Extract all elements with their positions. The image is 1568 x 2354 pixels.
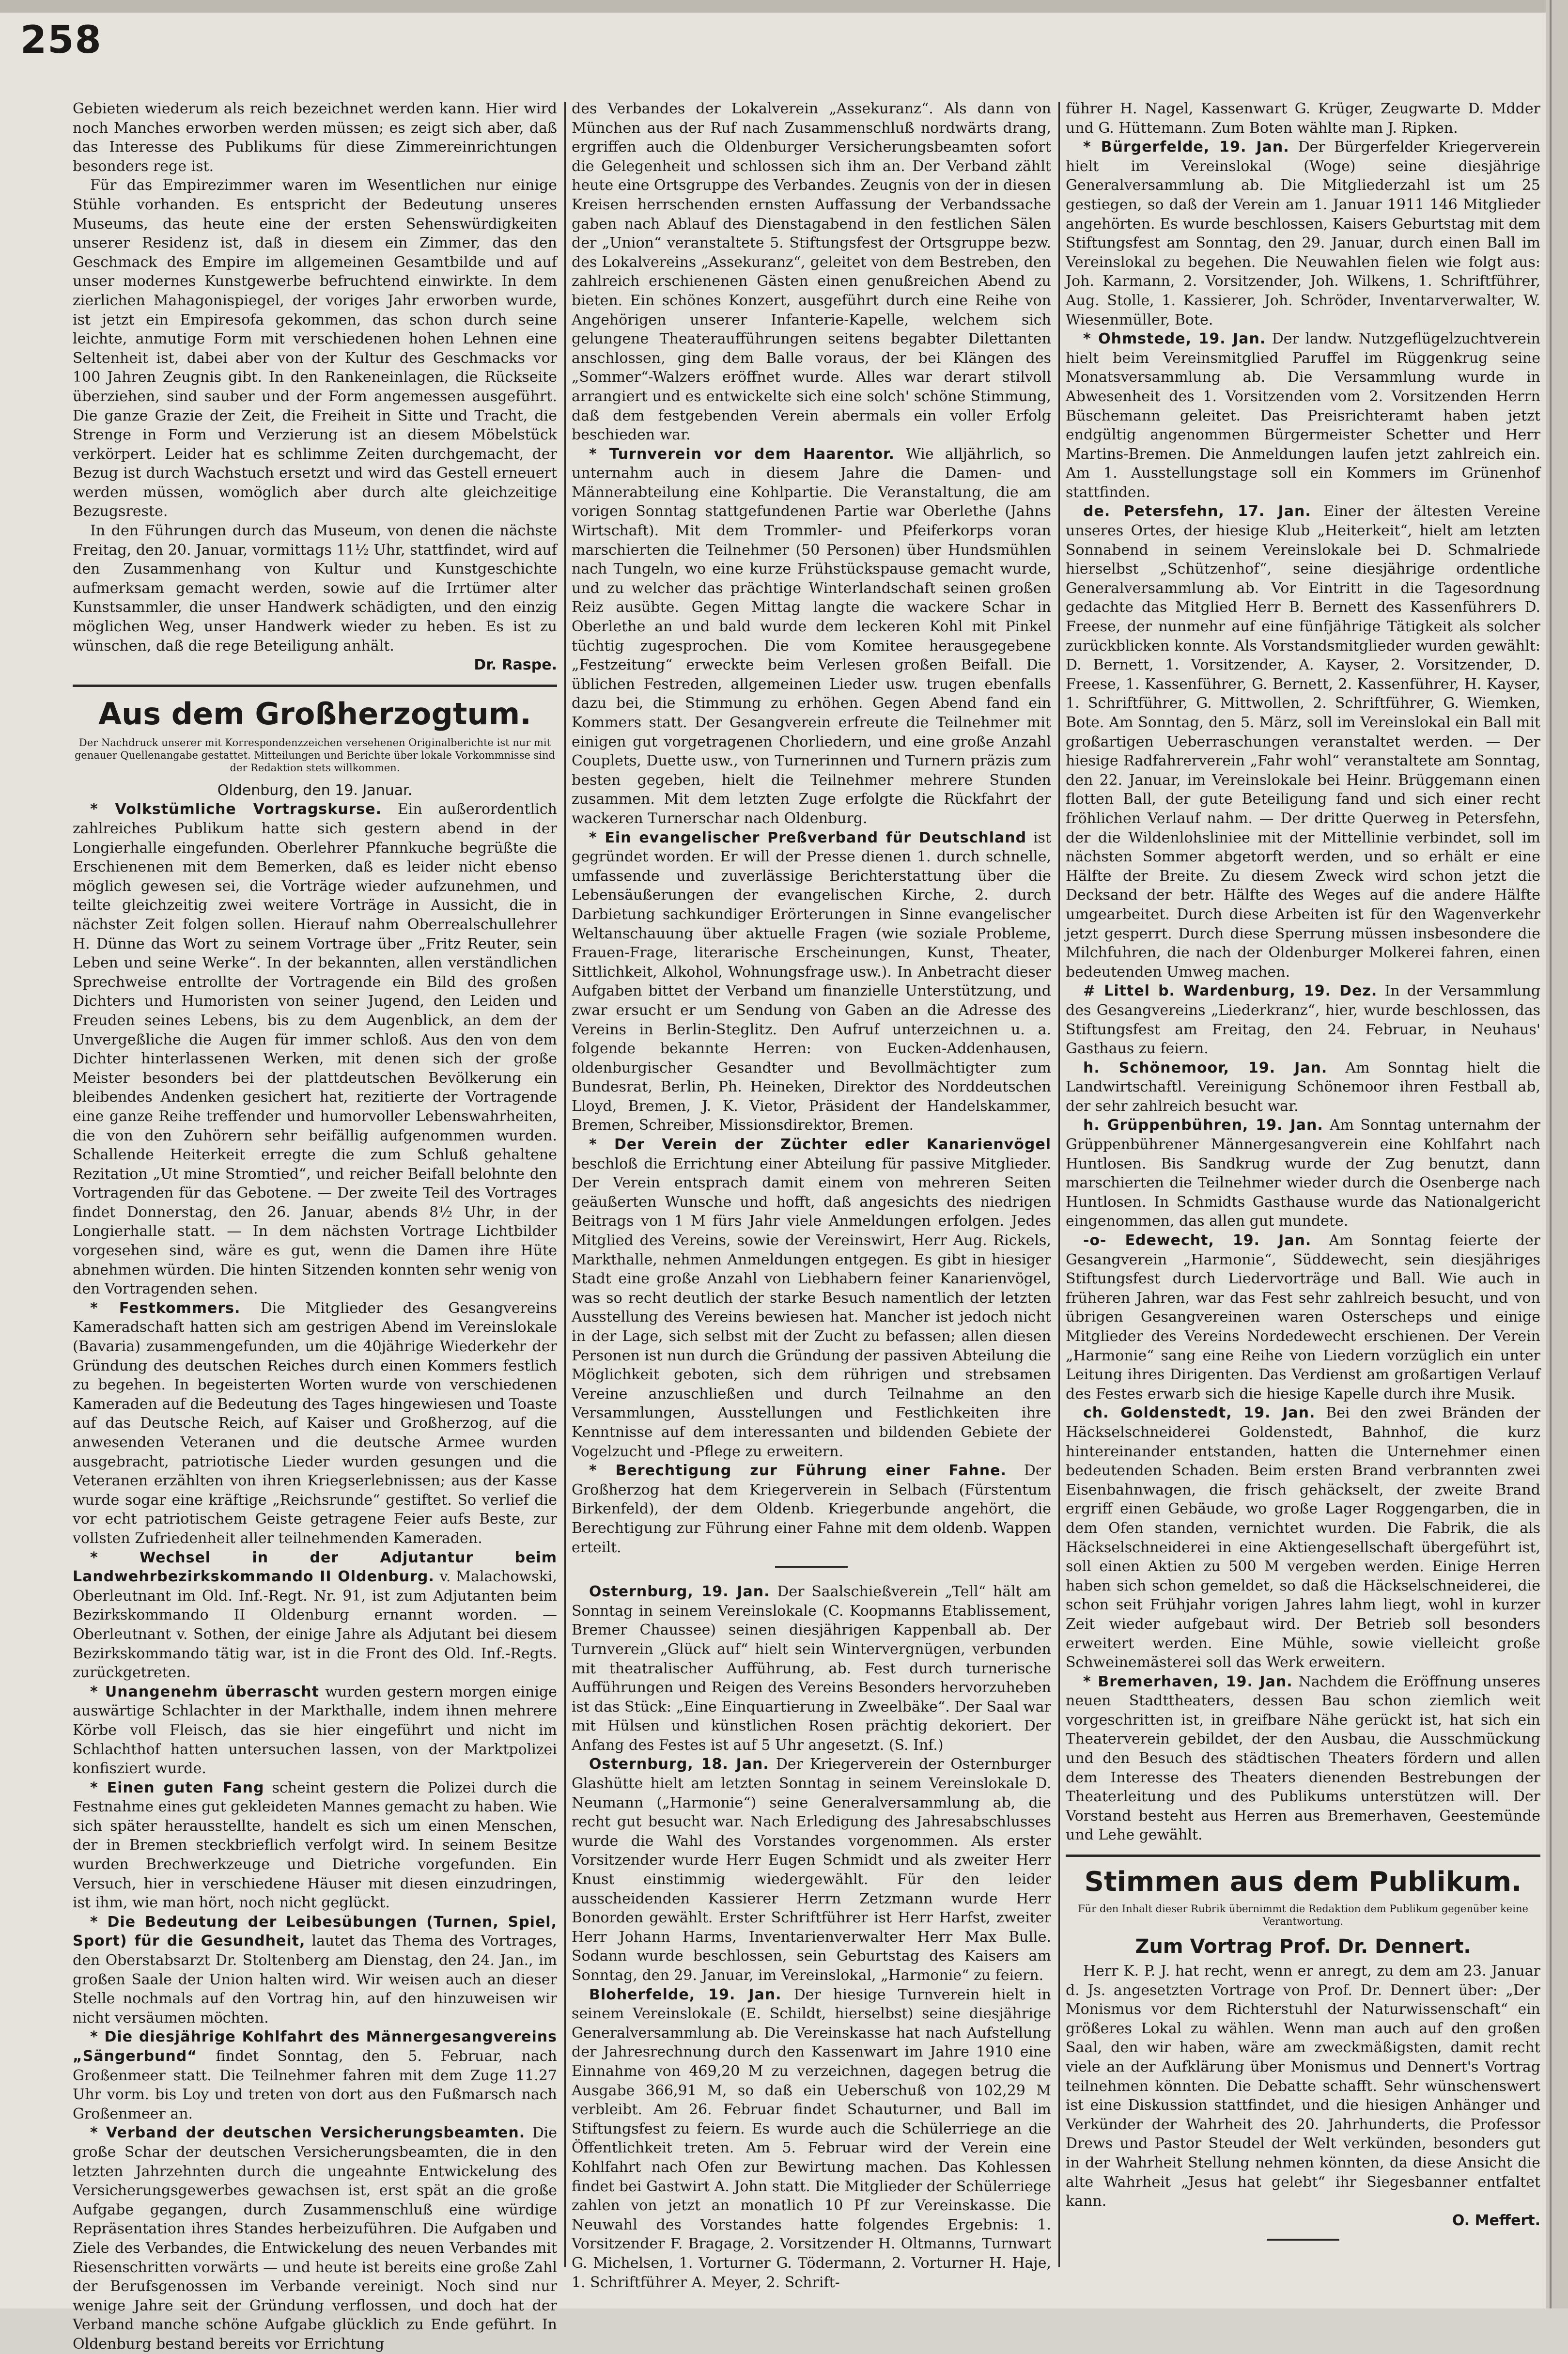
column-rule-2 [1058, 102, 1060, 2267]
news-item-text: In der Versammlung des Gesangvereins „Liederkranz“, hier, wurde beschlossen, das Stiftungsfest am Freitag, den 24. Februar, in Neuhaus' Gasthaus zu feiern. [1066, 982, 1541, 1058]
news-item [73, 800, 557, 1298]
news-item [1066, 502, 1540, 982]
news-item-text: Der Saalschießverein „Tell“ hält am Sonntag in seinem Vereinslokale (C. Koopmanns Etablissement, Bremer Chaussee) seinen diesjährigen Kappenball ab. Der Turnverein „Glück auf“ hielt sein Wintervergnügen, verbunden mit theatralischer Aufführung, ab. Fest durch turnerische Aufführungen und Reigen des Vereins Besonders hervorzuheben ist das Stück: „Eine Einquartierung in Zweelbäke“. Der Saal war mit Hülsen und künstlichen Rosen prächtig dekoriert. Der Anfang des Festes ist auf 5 Uhr angesetzt. (S. Inf.) [572, 1583, 1052, 1754]
article-paragraph: Für das Empirezimmer waren im Wesentlichen nur einige Stühle vorhanden. Es entspricht der Bedeutung unseres Museums, das heute eine der ersten Sehenswürdigkeiten unserer Residenz ist, daß in diesem ein Zimmer, das den Geschmack des Empire im allgemeinen Gesamtbilde und auf unser modernes Kunstgewerbe befruchtend einwirkte. In dem zierlichen Mahagonispiegel, der voriges Jahr erworben wurde, ist jetzt ein Empiresofa gekommen, das schon durch seine leichte, anmutige Form mit verschiedenen hohen Lehnen eine Seltenheit ist, dabei aber von der Kultur des Geschmacks vor 100 Jahren Zeugnis gibt. In den Rankeneinlagen, die Rückseite überziehen, sind sauber und der Form angemessen ausgeführt. Die ganze Grazie der Zeit, die Freiheit in Sitte und Tracht, die Strenge in Form und Verzierung ist an diesem Möbelstück verkörpert. Leider hat es schlimme Zeiten durchgemacht, der Bezug ist durch Wachstuch ersetzt und wird das Gestell erneuert werden müssen, womöglich aber durch alte gleichzeitige Bezugsreste. [73, 177, 557, 520]
page-number: 258 [20, 18, 102, 62]
news-item-lead: * Ohmstede, 19. Jan. [1083, 330, 1266, 348]
news-item [572, 1582, 1051, 1755]
news-item-lead: * Der Verein der Züchter edler Kanarienvögel [589, 1136, 1051, 1154]
news-item-lead: * Die diesjährige Kohlfahrt des Männergesangvereins „Sängerbund“ [73, 2028, 557, 2065]
news-item-text: Einer der ältesten Vereine unseres Ortes, der hiesige Klub „Heiterkeit“, hielt am letzten Sonnabend in seinem Vereinslokale bei D. Schmalriede hierselbst „Schützenhof“, seine diesjährige ordentliche Generalversammlung ab. Vor Eintritt in die Tagesordnung gedachte das Mitglied Herr B. Bernett des Kassenführers D. Freese, der nunmehr auf eine fünfjährige Tätigkeit als solcher zurückblicken konnte. Als Vorstandsmitglieder wurden gewählt: D. Bernett, 1. Vorsitzender, A. Kayser, 2. Vorsitzender, D. Freese, 1. Kassenführer, G. Bernett, 2. Kassenführer, H. Kayser, 1. Schriftführer, G. Mittwollen, 2. Schriftführer, G. Wiemken, Bote. Am Sonntag, den 5. März, soll im Vereinslokal ein Ball mit großartigen Ueberraschungen veranstaltet werden. — Der hiesige Radfahrerverein „Fahr wohl“ veranstaltete am Sonntag, den 22. Januar, im Vereinslokale bei Heinr. Brüggemann einen flotten Ball, der gute Beteiligung fand und sich einer recht fröhlichen Verlauf nahm. — Der dritte Querweg in Petersfehn, der die Wildenlohsliniee mit der Mittellinie verbindet, soll im nächsten Sommer abgetorft werden, und so erhält er eine Hälfte der Breite. Zu diesem Zweck wird schon jetzt die Decksand der betr. Hälfte des Weges auf die andere Hälfte umgearbeitet. Durch diese Arbeiten ist für den Wagenverkehr jetzt gesperrt. Durch diese Sperrung müssen insbesondere die Milchfuhren, die nach der Oldenburger Molkerei fahren, einen bedeutenden Umweg machen. [1066, 503, 1540, 981]
news-item [572, 1985, 1051, 2292]
news-item-text: Der Kriegerverein der Osternburger Glashütte hielt am letzten Sonntag in seinem Vereinslokale D. Neumann („Harmonie“) seine Generalversammlung ab, die recht gut besucht war. Nach Erledigung des Jahresabschlusses wurde die Wahl des Vorstandes vorgenommen. Als erster Vorsitzender wurde Herr Eugen Schmidt und als zweiter Herr Knust einstimmig wiedergewählt. Für den leider ausscheidenden Kassierer Herrn Zetzmann wurde Herr Bonorden gewählt. Erster Schriftführer ist Herr Harfst, zweiter Herr Johann Harms, Inventarienverwalter Herr Max Bulle. Sodann wurde beschlossen, sein Geburtstag des Kaisers am Sonntag, den 29. Januar, im Vereinslokal, „Harmonie“ zu feiern. [572, 1756, 1051, 1984]
section-note: Für den Inhalt dieser Rubrik übernimmt die Redaktion dem Publikum gegenüber keine Verantwortung. [1078, 1903, 1528, 1928]
news-item [1066, 138, 1540, 329]
article-paragraph: Gebieten wiederum als reich bezeichnet werden kann. Hier wird noch Manches erworben werden müssen; es zeigt sich aber, daß das Interesse des Publikums für diese Zimmereinrichtungen besonders rege ist. [73, 100, 557, 175]
section-divider [775, 1566, 848, 1568]
column-3 [1066, 99, 1540, 2265]
article-paragraph: In den Führungen durch das Museum, von denen die nächste Freitag, den 20. Januar, vormittags 11½ Uhr, stattfindet, wird auf den Zusammenhang von Kultur und Kunstgeschichte aufmerksam gemacht werden, sowie auf die Irrtümer alter Kunstsammler, die unser Handwerk schädigten, und den einzig möglichen Weg, unser Handwerk wieder zu heben. Es ist zu wünschen, daß die rege Beteiligung anhält. [73, 522, 557, 655]
news-item-text: Wie alljährlich, so unternahm auch in diesem Jahre die Damen- und Männerabteilung eine Kohlpartie. Die Veranstaltung, die am vorigen Sonntag stattgefundenen Partie war Oberlethe (Jahns Wirtschaft). Mit dem Trommler- und Pfeiferkorps voran marschierten die Teilnehmer (50 Personen) über Hundsmühlen nach Tungeln, wo eine kurze Frühstückspause gemacht wurde, und zu welcher das prächtige Winterlandschaft seinen großen Reiz ausübte. Gegen Mittag langte die wackere Schar in Oberlethe an und bald wurde dem leckeren Kohl mit Pinkel tüchtig zugesprochen. Die vom Komitee herausgegebene „Festzeitung“ erweckte beim Verlesen großen Beifall. Die üblichen Festreden, allgemeinen Lieder usw. trugen ebenfalls dazu bei, die Stimmung zu erhöhen. Gegen Abend fand ein Kommers statt. Der Gesangverein erfreute die Teilnehmer mit einigen gut vorgetragenen Chorliedern, und eine große Anzahl Couplets, Duette usw., von Turnerinnen und Turnern präzis zum besten gegeben, hielt die Teilnehmer mehrere Stunden zusammen. Mit dem letzten Zuge erfolgte die Rückfahrt der wackeren Turnerschar nach Oldenburg. [572, 445, 1051, 827]
news-item-text: scheint gestern die Polizei durch die Festnahme eines gut gekleideten Mannes gemacht zu haben. Wie sich später herausstellte, handelt es sich um einen Menschen, der in Bremen steckbrieflich verfolgt wird. In seinem Besitze wurden Brechwerkzeuge und Dietriche vorgefunden. Ein Versuch, hier in verschiedene Häuser mit diesen einzudringen, ist ihm, wie man hört, noch nicht geglückt. [73, 1779, 557, 1912]
news-item-text: Der landw. Nutzgeflügelzuchtverein hielt beim Vereinsmitglied Paruffel im Rüggenkrug seine Monatsversammlung ab. Die Versammlung wurde in Abwesenheit des 1. Vorsitzenden vom 2. Vorsitzenden Herrn Büschemann geleitet. Das Preisrichteramt haben jetzt endgültig angenommen Bürgermeister Schetter und Herr Martins-Bremen. Die Anmeldungen laufen jetzt zahlreich ein. Am 1. Ausstellungstage soll ein Kommers im Grünenhof stattfinden. [1066, 330, 1540, 501]
news-item-text: Am Sonntag feierte der Gesangverein „Harmonie“, Süddewecht, sein diesjähriges Stiftungsfest durch Liedervorträge und Ball. Wie auch in früheren Jahren, war das Fest sehr zahlreich besucht, und von übrigen Gesangvereinen waren Osterscheps und einige Mitglieder des Vereins Nordedewecht erschienen. Der Verein „Harmonie“ sang eine Reihe von Liedern vorzüglich ein unter Leitung ihres Dirigenten. Das Verdienst am großartigen Verlauf des Festes erwarb sich die hiesige Kapelle durch ihre Musik. [1066, 1232, 1540, 1403]
news-item-lead: Osternburg, 19. Jan. [589, 1583, 770, 1601]
news-item [572, 1135, 1051, 1461]
news-item-lead: ch. Goldenstedt, 19. Jan. [1083, 1404, 1316, 1422]
news-item-text: wurden gestern morgen einige auswärtige Schlachter in der Markthalle, indem ihnen mehrere Körbe voll Fleisch, das sie hier eingeführt und nicht im Schlachthof hatten untersuchen lassen, von der Marktpolizei konfisziert wurde. [73, 1683, 557, 1777]
news-item [73, 1683, 557, 1778]
news-item-text: ist gegründet worden. Er will der Presse dienen 1. durch schnelle, umfassende und zuverlässige Berichterstattung über die Lebensäußerungen der evangelischen Kirche, 2. durch Darbietung sachkundiger Erörterungen in Sinne evangelischer Weltanschauung über aktuelle Fragen (wie soziale Probleme, Frauen-Frage, literarische Erscheinungen, Kunst, Theater, Sittlichkeit, Alkohol, Wohnungsfrage usw.). In Anbetracht dieser Aufgaben bittet der Verband um finanzielle Unterstützung, und zwar ersucht er um Sendung von Gaben an die Adresse des Vereins in Berlin-Steglitz. Den Aufruf unterzeichnen u. a. folgende bekannte Herren: von Eucken-Addenhausen, oldenburgischer Gesandter und Bevollmächtigter zum Bundesrat, Berlin, Ph. Heineken, Direktor des Norddeutschen Lloyd, Bremen, J. K. Vietor, Präsident der Handelskammer, Bremen, Schreiber, Missionsdirektor, Bremen. [572, 829, 1051, 1134]
article-signature: Dr. Raspe. [474, 656, 557, 674]
news-item-lead: h. Schönemoor, 19. Jan. [1083, 1059, 1328, 1076]
section-title: Aus dem Großherzogtum. [98, 696, 531, 732]
news-item-text: Der Bürgerfelder Kriegerverein hielt im Vereinslokal (Woge) seine diesjährige Generalversammlung ab. Die Mitgliederzahl ist um 25 gestiegen, so daß der Verein am 1. Januar 1911 146 Mitglieder angehörten. Es wurde beschlossen, Kaisers Geburtstag mit dem Stiftungsfest am Sonntag, den 29. Januar, durch einen Ball im Vereinslokal zu begehen. Die Neuwahlen fielen wie folgt aus: Joh. Karmann, 2. Vorsitzender, Joh. Wilkens, 1. Schriftführer, Aug. Stolle, 1. Kassierer, Joh. Schröder, Inventarverwalter, W. Wiesenmüller, Bote. [1066, 139, 1540, 328]
news-item [1066, 1116, 1540, 1231]
news-item-text: des Verbandes der Lokalverein „Assekuranz“. Als dann von München aus der Ruf nach Zusammenschluß nordwärts drang, ergriffen auch die Oldenburger Versicherungsbeamten sofort die Gelegenheit und schlossen sich ihm an. Der Verband zählt heute eine Ortsgruppe des Verbandes. Zeugnis von der in diesen Kreisen herrschenden ernsten Auffassung der Verbandssache gaben nach Ablauf des Dienstagabend in den festlichen Sälen der „Union“ veranstaltete 5. Stiftungsfest der Ortsgruppe bezw. des Lokalvereins „Assekuranz“, geleitet von dem Bestreben, den zahlreich erschienenen Gästen einen genußreichen Abend zu bieten. Ein schönes Konzert, ausgeführt durch eine Reihe von Angehörigen unserer Infanterie-Kapelle, welchem sich gelungene Theateraufführungen seitens begabter Dilettanten anschlossen, ging dem Balle voraus, der bei Klängen des „Sommer“-Walzers eröffnet wurde. Alles war derart stilvoll arrangiert und es entwickelte sich eine solch' schöne Stimmung, daß dem festgebenden Verein abermals ein voller Erfolg beschieden war. [572, 100, 1051, 444]
news-item-lead: * Berechtigung zur Führung einer Fahne. [589, 1462, 1007, 1480]
section-title: Stimmen aus dem Publikum. [1084, 1866, 1522, 1898]
news-item-lead: * Bremerhaven, 19. Jan. [1083, 1673, 1293, 1690]
letter-signature: O. Meffert. [1452, 2212, 1540, 2229]
letter-text: Herr K. P. J. hat recht, wenn er anregt, zu dem am 23. Januar d. Js. angesetzten Vortrage von Prof. Dr. Dennert über: „Der Monismus vor dem Richterstuhl der Naturwissenschaft“ ein größeres Lokal zu wählen. Wenn man auch auf den großen Saal, den wir haben, wäre am zweckmäßigsten, damit recht viele an der Aufklärung über Monismus und Dennert's Vortrag teilnehmen könnten. Die Debatte schafft. Sehr wünschenswert ist eine Diskussion stattfindet, und die hiesigen Anhänger und Verkünder der Wahrheit des 20. Jahrhunderts, die Professor Drews und Pastor Steudel der Welt verkünden, besonders gut in der Wahrheit Stellung nehmen könnten, da diese Ansicht die alte Wahrheit „Jesus hat gelebt“ ihr Siegesbanner entfaltet kann. [1066, 1963, 1540, 2210]
column-rule-1 [564, 102, 566, 2267]
news-item-text: v. Malachowski, Oberleutnant im Old. Inf.-Regt. Nr. 91, ist zum Adjutanten beim Bezirkskommando II Oldenburg ernannt worden. — Oberleutnant v. Sothen, der einige Jahre als Adjutant bei diesem Bezirkskommando tätig war, ist in die Front des Old. Inf.-Regts. zurückgetreten. [73, 1568, 557, 1682]
news-item-text: lautet das Thema des Vortrages, den Oberstabsarzt Dr. Stoltenberg am Dienstag, den 24. Jan., im großen Saale der Union halten wird. Wir weisen auch an dieser Stelle nochmals auf den Vortrag hin, auf den hinzuweisen wir nicht versäumen möchten. [73, 1933, 558, 2027]
news-item-lead: # Littel b. Wardenburg, 19. Dez. [1083, 982, 1378, 1000]
news-item-lead: * Einen guten Fang [90, 1779, 264, 1796]
news-item [572, 99, 1051, 445]
news-item [73, 1548, 557, 1683]
news-item-lead: de. Petersfehn, 17. Jan. [1083, 503, 1311, 520]
news-item-lead: h. Grüppenbühren, 19. Jan. [1083, 1117, 1323, 1134]
news-item [73, 1299, 557, 1548]
news-item [1066, 329, 1540, 502]
scan-border-top [0, 0, 1568, 13]
news-item-lead: Osternburg, 18. Jan. [589, 1756, 769, 1773]
end-rule [1267, 2239, 1339, 2241]
news-item-lead: * Unangenehm überrascht [90, 1683, 319, 1700]
news-item-text: Bei den zwei Bränden der Häckselschneiderei Goldenstedt, Bahnhof, die kurz hintereinander entstanden, hatten die Unternehmer einen bedeutenden Schaden. Beim ersten Brand verbrannten zwei Eisenbahnwagen, die frisch gehäckselt, der zweite Brand ergriff einen Gebäude, wo große Lager Roggengarben, die in dem Ofen standen, vernichtet wurden. Die Fabrik, die als Häckselschneiderei in eine Aktiengesellschaft übergeführt ist, soll einen Aktien zu 500 M vergeben werden. Einige Herren haben sich schon gemeldet, so daß die Häckselschneiderei, die schon seit Frühjahr vorigen Jahres lahm liegt, wohl in kurzer Zeit wieder aufgebaut wird. Der Betrieb soll besonders erweitert werden. Eine Mühle, sowie vielleicht große Schweinemästerei soll das Werk erweitern. [1066, 1404, 1540, 1671]
section-divider [73, 685, 557, 687]
column-1 [73, 99, 558, 2353]
news-item-text: Der hiesige Turnverein hielt in seinem Vereinslokale (E. Schildt, hierselbst) seine diesjährige Generalversammlung ab. Die Vereinskasse hat nach Aufstellung der Jahresrechnung durch den Kassenwart im Jahre 1910 eine Einnahme von 469,20 M zu verzeichnen, dagegen betrug die Ausgabe 366,91 M, so daß ein Ueberschuß von 102,29 M verbleibt. Am 26. Februar findet Schauturner, und Ball im Stiftungsfest zu feiern. Es wurde auch die Schülerriege an die Öffentlichkeit treten. Am 5. Februar wird der Verein eine Kohlfahrt nach Ofen zur Bewirtung machen. Das Kohlessen findet bei Gastwirt A. John statt. Die Mitglieder der Schülerriege zahlen von jetzt an monatlich 10 Pf zur Vereinskasse. Die Neuwahl des Vorstandes hatte folgendes Ergebnis: 1. Vorsitzender F. Bragage, 2. Vorsitzender H. Oltmanns, Turnwart G. Michelsen, 1. Vorturner G. Tödermann, 2. Vorturner H. Haje, 1. Schriftführer A. Meyer, 2. Schrift- [572, 1986, 1051, 2291]
news-item [1066, 1403, 1540, 1672]
news-item [572, 828, 1051, 1136]
news-item-lead: Bloherfelde, 19. Jan. [589, 1986, 782, 2003]
scan-edge-line [1550, 0, 1552, 2308]
news-item-lead: * Wechsel in der Adjutantur beim Landwehrbezirkskommando II Oldenburg. [73, 1549, 557, 1586]
news-item-lead: * Verband der deutschen Versicherungsbeamten. [90, 2124, 526, 2142]
news-item [73, 2123, 557, 2354]
dateline: Oldenburg, den 19. Januar. [217, 781, 413, 799]
section-divider [1066, 1855, 1540, 1857]
news-item [1066, 99, 1540, 138]
news-item-text: Am Sonntag unternahm der Grüppenbührener Männergesangverein eine Kohlfahrt nach Huntlosen. Bis Sandkrug wurde der Zug benutzt, dann marschierten die Teilnehmer wieder durch die Osenberge nach Huntlosen. In Schmidts Gasthause wurde das Nationalgericht eingenommen, das allen gut mundete. [1066, 1117, 1541, 1230]
news-item-text: Am Sonntag hielt die Landwirtschaftl. Vereinigung Schönemoor ihren Festball ab, der sehr zahlreich besucht war. [1066, 1059, 1541, 1115]
news-item-text: führer H. Nagel, Kassenwart G. Krüger, Zeugwarte D. Mdder und G. Hüttemann. Zum Boten wählte man J. Ripken. [1066, 100, 1540, 137]
news-item-lead: * Festkommers. [90, 1299, 241, 1317]
news-item [1066, 1672, 1540, 1845]
news-item-text: beschloß die Errichtung einer Abteilung für passive Mitglieder. Der Verein entsprach damit einem von mehreren Seiten geäußerten Wunsche und hofft, daß angesichts des niedrigen Beitrags von 1 M fürs Jahr viele Anmeldungen erfolgen. Jedes Mitglied des Vereins, sowie der Vereinswirt, Herr Aug. Rickels, Markthalle, nehmen Anmeldungen entgegen. Es gibt in hiesiger Stadt eine große Anzahl von Liebhabern feiner Kanarienvögel, was so recht deutlich der starke Besuch namentlich der letzten Ausstellung des Vereins bewiesen hat. Mancher ist jedoch nicht in der Lage, sich selbst mit der Zucht zu befassen; allen diesen Personen ist nun durch die Gründung der passiven Abteilung die Möglichkeit geboten, sich dem rührigen und strebsamen Vereine anzuschließen und durch Teilnahme an den Versammlungen, Ausstellungen und Festlichkeiten ihre Kenntnisse auf dem interessanten und bildenden Gebiete der Vogelzucht und -Pflege zu erweitern. [572, 1155, 1051, 1460]
news-item-text: Die große Schar der deutschen Versicherungsbeamten, die in den letzten Jahrzehnten durch die ungeahnte Entwickelung des Versicherungsgewerbes gewachsen ist, erst spät an die große Aufgabe gegangen, durch Zusammenschluß eine würdige Repräsentation ihres Standes herbeizuführen. Die Aufgaben und Ziele des Verbandes, die Entwickelung des neuen Verbandes mit Riesenschritten vorwärts — und heute ist bereits eine große Zahl der Berufsgenossen im Verbande vereinigt. Noch sind nur wenige Jahre seit der Gründung verflossen, und doch hat der Verband manche schöne Aufgabe glücklich zu Ende geführt. In Oldenburg bestand bereits vor Errichtung [73, 2124, 557, 2353]
news-item-lead: * Volkstümliche Vortragskurse. [90, 801, 382, 818]
news-item-lead: * Die Bedeutung der Leibesübungen (Turnen, Spiel, Sport) für die Gesundheit, [73, 1913, 557, 1950]
news-item-lead: * Ein evangelischer Preßverband für Deutschland [589, 829, 1027, 846]
news-item-text: Nachdem die Eröffnung unseres neuen Stadttheaters, dessen Bau schon ziemlich weit vorgeschritten ist, in greifbare Nähe gerückt ist, hat sich ein Theaterverein gebildet, der den Ausbau, die Ausschmückung und den Besuch des städtischen Theaters fördern und allen dem Interesse des Theaters dienenden Bestrebungen der Theaterleitung und des Publikums unterstützen will. Der Vorstand besteht aus Herren aus Bremerhaven, Geestemünde und Lehe gewählt. [1066, 1673, 1540, 1844]
news-item [572, 1461, 1051, 1557]
news-item [1066, 982, 1540, 1058]
section-note: Der Nachdruck unserer mit Korrespondenzzeichen versehenen Originalberichte ist nur mit genauer Quellenangabe gestattet. Mitteilungen und Berichte über lokale Vorkommnisse sind der Redaktion stets willkommen. [74, 736, 556, 774]
news-item-lead: -o- Edewecht, 19. Jan. [1083, 1232, 1312, 1249]
news-item-text: Ein außerordentlich zahlreiches Publikum hatte sich gestern abend in der Longierhalle eingefunden. Oberlehrer Pfannkuche begrüßte die Erschienenen mit dem Bemerken, daß es leider nicht ebenso möglich gewesen sei, die Vorträge wieder aufzunehmen, und teilte gleichzeitig zwei weitere Vorträge in Aussicht, die in nächster Zeit folgen sollen. Hierauf nahm Oberrealschullehrer H. Dünne das Wort zu seinem Vortrage über „Fritz Reuter, sein Leben und seine Werke“. In der bekannten, allen verständlichen Sprechweise entrollte der Vortragende ein Bild des großen Dichters und Humoristen von seiner Jugend, den Leiden und Freuden seines Lebens, bis zu dem Augenblick, an dem der Unvergeßliche die Augen für immer schloß. Aus den von dem Dichter hinterlassenen Werken, mit denen sich der große Meister besonders bei der plattdeutschen Bevölkerung ein bleibendes Andenken gesichert hat, rezitierte der Vortragende eine ganze Reihe treffender und humorvoller Lebenswahrheiten, die von den Zuhörern sehr beifällig aufgenommen wurden. Schallende Heiterkeit erregte die zum Schluß gehaltene Rezitation „Ut mine Stromtied“, und reicher Beifall belohnte den Vortragenden für das Gebotene. — Der zweite Teil des Vortrages findet Donnerstag, den 26. Januar, abends 8½ Uhr, in der Longierhalle statt. — In dem nächsten Vortrage Lichtbilder vorgesehen sind, wäre es gut, wenn die Damen ihre Hüte abnehmen würden. Die hinten Sitzenden konnten sehr wenig von den Vortragenden sehen. [73, 801, 557, 1298]
news-item [73, 1913, 557, 2028]
letter-title: Zum Vortrag Prof. Dr. Dennert. [1135, 1935, 1471, 1958]
news-item-lead: * Bürgerfelde, 19. Jan. [1083, 139, 1289, 156]
news-item-lead: * Turnverein vor dem Haarentor. [589, 445, 895, 463]
news-item-text: findet Sonntag, den 5. Februar, nach Großenmeer statt. Die Teilnehmer fahren mit dem Zuge 11.27 Uhr vorm. bis Loy und treten von dort aus den Fußmarsch nach Großenmeer an. [73, 2048, 557, 2122]
news-item [73, 2027, 557, 2123]
news-item [1066, 1059, 1540, 1116]
news-item [572, 445, 1051, 828]
news-item [73, 1778, 557, 1913]
news-item [572, 1755, 1051, 1985]
news-item-text: Der Großherzog hat dem Kriegerverein in Selbach (Fürstentum Birkenfeld), der dem Oldenb. Kriegerbunde angehört, die Berechtigung zur Führung einer Fahne mit dem oldenb. Wappen erteilt. [572, 1462, 1051, 1556]
news-item-text: Die Mitglieder des Gesangvereins Kameradschaft hatten sich am gestrigen Abend im Vereinslokale (Bavaria) zusammengefunden, um die 40jährige Wiederkehr der Gründung des deutschen Reiches durch einen Kommers festlich zu begehen. In begeisterten Worten wurde von verschiedenen Kameraden auf die Bedeutung des Tages hingewiesen und Toaste auf das Deutsche Reich, auf Kaiser und Großherzog, auf die anwesenden Veteranen und die deutsche Armee wurden ausgebracht, patriotische Lieder wurden gesungen und die Veteranen erzählten von ihren Kriegserlebnissen; aus der Kasse wurde sogar eine kräftige „Reichsrunde“ gestiftet. So verlief die vor echt patriotischem Geiste getragene Feier aufs Beste, zur vollsten Zufriedenheit aller teilnehmenden Kameraden. [73, 1299, 558, 1547]
column-2 [572, 99, 1052, 2291]
scan-border-right [1546, 0, 1568, 2308]
news-item [1066, 1231, 1540, 1403]
